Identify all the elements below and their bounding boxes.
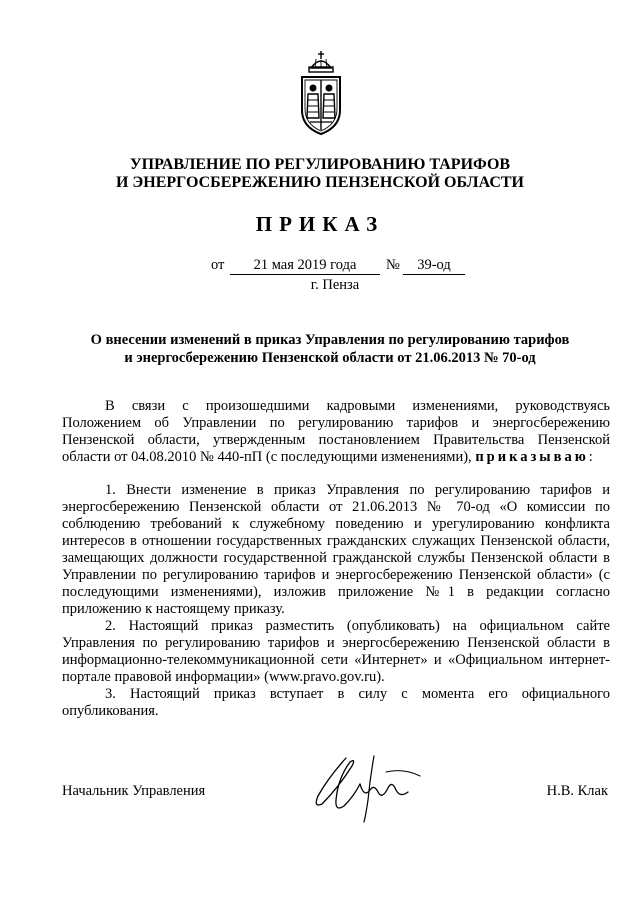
signatory-name: Н.В. Клак [546, 783, 608, 799]
handwritten-signature [308, 748, 428, 828]
paragraph-gap [62, 466, 610, 482]
order-word: приказываю [475, 449, 589, 465]
item-3-paragraph: 3. Настоящий приказ вступает в силу с момента его официального опубликования. [62, 686, 610, 719]
subject-line2: и энергосбережению Пензенской области от 21.06.2013 № 70-од [124, 350, 536, 366]
item-1-paragraph: 1. Внести изменение в приказ Управления по регулированию тарифов и энергосбережению Пензенской области от 21.06.2013 № 70-од «О комиссии по соблюдению требований к служебному поведению и урегулированию конфликта интересов в отношении государственных гражданских служащих Пензенской области, замещающих должности государственной гражданской службы Пензенской области в Управлении по регулированию тарифов и энергосбережению Пензенской области» (с последующими изменениями), изложив приложение №1 в редакции согласно приложению к настоящему приказу. [62, 482, 610, 617]
organization-name-line2: И ЭНЕРГОСБЕРЕЖЕНИЮ ПЕНЗЕНСКОЙ ОБЛАСТИ [115, 174, 524, 191]
preamble-paragraph [62, 398, 610, 466]
preamble-text: В связи с произошедшими кадровыми изменениями, руководствуясь Положением об Управлении по регулированию тарифов и энергосбережению Пензенской области, утвержденным постановлением Правительства Пензенской области от 04.08.2010 № 440-пП (с последующими изменениями), [62, 398, 610, 465]
city-name: г. Пенза [310, 277, 360, 293]
item-2-paragraph: 2. Настоящий приказ разместить (опубликовать) на официальном сайте Управления по регулированию тарифов и энергосбережению Пензенской области в информационно-телекоммуникационной сети «Интернет» и «Официальном интернет-портале правовой информации» (www.pravo.gov.ru). [62, 618, 610, 685]
number-sign-label: № [386, 257, 400, 273]
coat-of-arms-icon [292, 48, 350, 136]
organization-name-line1: УПРАВЛЕНИЕ ПО РЕГУЛИРОВАНИЮ ТАРИФОВ [129, 156, 511, 173]
date-prefix-label: от [211, 257, 225, 273]
signatory-position: Начальник Управления [62, 783, 206, 799]
order-number: 39-од [403, 256, 465, 275]
document-type-title: ПРИКАЗ [255, 212, 385, 236]
order-date: 21 мая 2019 года [230, 256, 380, 275]
subject-line1: О внесении изменений в приказ Управления по регулированию тарифов [90, 332, 570, 348]
order-colon: : [588, 449, 593, 465]
document-body [62, 398, 610, 720]
